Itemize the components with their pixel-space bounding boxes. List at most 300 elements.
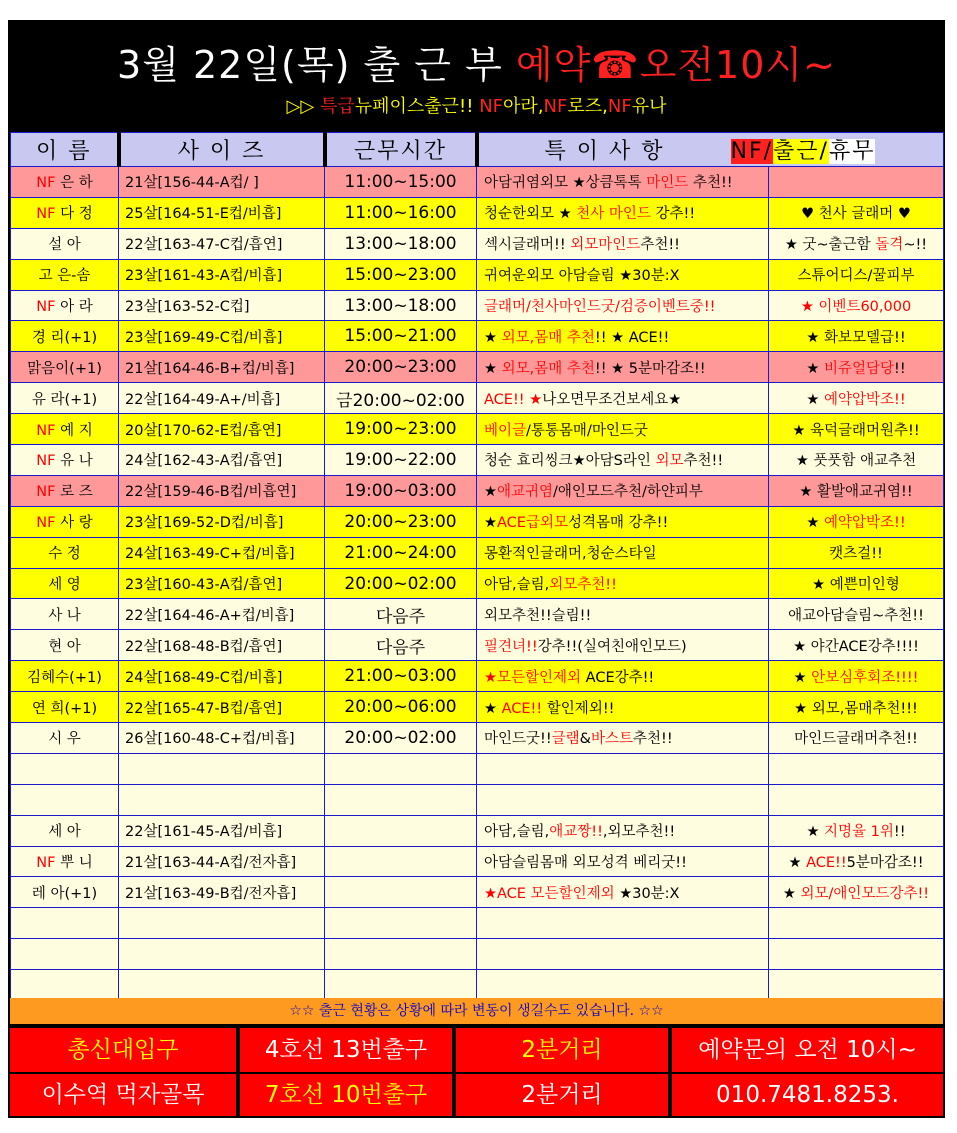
status-off-label: 휴무 — [828, 139, 876, 164]
note-cell — [477, 846, 769, 877]
work-time-cell: 19:00~22:00 — [325, 445, 477, 476]
table-row — [11, 445, 944, 476]
table-row — [11, 228, 944, 259]
staff-name-cell — [11, 537, 119, 568]
staff-size-cell: 23살[160-43-A컵/흡연] — [119, 568, 325, 599]
note-cell — [477, 228, 769, 259]
status-cell — [769, 568, 944, 599]
footer-exit-2: 7호선 10번출구 — [240, 1074, 452, 1116]
nf-tag: NF — [36, 515, 56, 532]
table-row — [11, 908, 944, 939]
staff-size-cell: 21살[156-44-A컵/ ] — [119, 167, 325, 198]
staff-name-cell — [11, 723, 119, 754]
footer-location-2: 이수역 먹자골목 — [10, 1074, 236, 1116]
status-highlight: 돌격 — [875, 237, 904, 254]
status-text: ★ — [806, 515, 824, 532]
status-cell — [769, 197, 944, 228]
status-cell — [769, 692, 944, 723]
staff-name-cell — [11, 167, 119, 198]
status-text: ★ 풋풋함 애교추천 — [795, 453, 917, 470]
note-highlight: 글래머/천사마인드굿/검증이벤트중!! — [484, 299, 716, 315]
table-row — [11, 321, 944, 352]
nf-tag: NF — [36, 453, 56, 470]
note-cell — [477, 692, 769, 723]
note-cell — [477, 815, 769, 846]
staff-size-cell — [119, 908, 325, 939]
table-row — [11, 692, 944, 723]
staff-name: 다 정 — [60, 206, 93, 223]
note-text: 아담,슬림, — [484, 824, 550, 841]
status-text: 애교아담슬림~추천!! — [788, 607, 924, 624]
note-highlight: ★ACE 모든할인제외 — [484, 885, 615, 902]
staff-size-cell: 23살[161-43-A컵/비흡] — [119, 259, 325, 290]
note-highlight: 베이글 — [484, 422, 527, 439]
work-time-cell — [325, 939, 477, 970]
col-note-label: 특 이 사 항 — [544, 139, 665, 164]
note-cell — [477, 475, 769, 506]
status-text: ★ — [793, 669, 812, 686]
staff-size-cell: 22살[165-47-B컵/흡연] — [119, 692, 325, 723]
note-highlight: 외모,몸매 추천 — [501, 329, 595, 346]
table-body — [11, 167, 944, 1001]
subtitle-name: 로즈, — [567, 96, 608, 117]
title-date: 3월 22일(목) 출 근 부 — [117, 43, 503, 87]
staff-name-cell — [11, 321, 119, 352]
footer-reservation-hours: 예약문의 오전 10시~ — [672, 1028, 943, 1072]
status-cell — [769, 908, 944, 939]
status-highlight: 외모/애인모드강추!! — [800, 885, 930, 902]
status-text: ★ 예쁜미인형 — [812, 577, 900, 594]
staff-name-cell — [11, 568, 119, 599]
note-text: 섹시글래머!! — [484, 237, 571, 254]
table-row — [11, 939, 944, 970]
subtitle-nf-tag: NF — [479, 96, 504, 117]
table-row — [11, 630, 944, 661]
col-size-header: 사 이 즈 — [119, 133, 325, 167]
status-cell — [769, 599, 944, 630]
staff-name: 세 영 — [48, 577, 81, 594]
footer-distance-2: 2분거리 — [456, 1074, 668, 1116]
note-text: & — [579, 731, 591, 748]
note-text: 귀여운외모 아담슬림 ★30분:X — [484, 268, 680, 285]
staff-size-cell: 21살[163-44-A컵/전자흡] — [119, 846, 325, 877]
table-row — [11, 506, 944, 537]
staff-size-cell: 22살[164-46-A+컵/비흡] — [119, 599, 325, 630]
staff-name-cell — [11, 908, 119, 939]
staff-name-cell — [11, 506, 119, 537]
status-nf-label: NF/ — [730, 139, 774, 164]
status-text: ★ 외모,몸매추천!!! — [794, 700, 918, 717]
col-time-header: 근무시간 — [325, 133, 477, 167]
work-time-cell: 13:00~18:00 — [325, 228, 477, 259]
status-highlight: ACE!! — [806, 855, 847, 872]
note-text: ★ — [484, 700, 502, 717]
note-text: ,외모추천!! — [602, 824, 676, 841]
staff-size-cell — [119, 753, 325, 784]
staff-name-cell — [11, 259, 119, 290]
status-cell — [769, 383, 944, 414]
note-highlight: ACE급외모 — [497, 515, 568, 532]
status-cell — [769, 970, 944, 1001]
status-cell — [769, 321, 944, 352]
note-text: 아담슬림몸매 외모성격 베리굿!! — [484, 855, 687, 872]
staff-name: 경 리(+1) — [31, 329, 98, 346]
table-header-row — [11, 133, 944, 167]
table-row — [11, 259, 944, 290]
table-row — [11, 537, 944, 568]
staff-name: 김혜수(+1) — [27, 669, 102, 686]
staff-name: 사 랑 — [60, 515, 93, 532]
work-time-cell — [325, 784, 477, 815]
status-text: ★ — [788, 855, 807, 872]
table-row — [11, 290, 944, 321]
note-cell — [477, 259, 769, 290]
table-row — [11, 753, 944, 784]
note-cell — [477, 352, 769, 383]
board-header — [8, 20, 945, 130]
notice-bar: ☆☆ 출근 현황은 상황에 따라 변동이 생길수도 있습니다. ☆☆ — [10, 998, 943, 1024]
work-time-cell: 11:00~15:00 — [325, 167, 477, 198]
staff-size-cell — [119, 939, 325, 970]
subtitle-name: 유나 — [631, 96, 667, 117]
note-cell — [477, 506, 769, 537]
status-highlight: 예약압박조!! — [823, 515, 906, 532]
staff-size-cell: 23살[169-49-C컵/비흡] — [119, 321, 325, 352]
nf-tag: NF — [36, 855, 56, 872]
note-text: ★ — [484, 360, 502, 377]
status-highlight: 지명율 1위 — [824, 824, 894, 841]
staff-name-cell — [11, 846, 119, 877]
status-highlight: 안보심후회조!!!! — [811, 669, 919, 686]
status-cell — [769, 753, 944, 784]
staff-name-cell — [11, 197, 119, 228]
note-highlight: 천사 마인드 — [576, 206, 651, 223]
note-cell — [477, 383, 769, 414]
staff-name: 예 지 — [60, 422, 93, 439]
note-text: 강추!! — [650, 206, 696, 223]
work-time-cell — [325, 815, 477, 846]
work-time-cell: 15:00~21:00 — [325, 321, 477, 352]
status-text: ♥ 천사 글래머 ♥ — [801, 206, 911, 223]
note-highlight: 바스트 — [590, 731, 634, 748]
status-text: 마인드글래머추천!! — [794, 731, 918, 748]
status-cell — [769, 630, 944, 661]
work-time-cell: 19:00~23:00 — [325, 414, 477, 445]
footer-location-1: 총신대입구 — [10, 1028, 236, 1072]
staff-name-cell — [11, 753, 119, 784]
note-highlight: 마인드 — [646, 175, 689, 192]
status-text: !! — [893, 824, 906, 841]
staff-name: 로 즈 — [60, 484, 93, 501]
staff-size-cell: 22살[168-48-B컵/흡연] — [119, 630, 325, 661]
status-cell — [769, 167, 944, 198]
work-time-cell: 다음주 — [325, 599, 477, 630]
staff-name: 뿌 니 — [60, 855, 93, 872]
footer-info — [10, 1028, 943, 1116]
work-time-cell — [325, 908, 477, 939]
staff-name-cell — [11, 939, 119, 970]
staff-name: 사 나 — [48, 607, 81, 624]
work-time-cell: 금20:00~02:00 — [325, 383, 477, 414]
table-row — [11, 846, 944, 877]
note-cell — [477, 537, 769, 568]
note-cell — [477, 445, 769, 476]
status-cell — [769, 784, 944, 815]
staff-size-cell: 22살[159-46-B컵/비흡연] — [119, 475, 325, 506]
table-row — [11, 383, 944, 414]
work-time-cell — [325, 877, 477, 908]
note-text: 추천!! — [633, 731, 673, 748]
table-row — [11, 352, 944, 383]
staff-name: 은 하 — [60, 175, 93, 192]
status-text: ★ 화보모델급!! — [806, 329, 906, 346]
staff-name-cell — [11, 692, 119, 723]
note-highlight: 글램 — [551, 731, 580, 748]
status-text: ★ — [782, 885, 801, 902]
staff-name-cell — [11, 445, 119, 476]
note-cell — [477, 723, 769, 754]
note-cell — [477, 784, 769, 815]
nf-tag: NF — [36, 422, 56, 439]
staff-name-cell — [11, 630, 119, 661]
status-text: ★ — [806, 391, 824, 408]
page-title — [8, 34, 945, 89]
table-row — [11, 970, 944, 1001]
status-text: ★ 육덕글래머원추!! — [792, 422, 920, 439]
staff-size-cell: 22살[164-49-A+/비흡] — [119, 383, 325, 414]
note-cell — [477, 970, 769, 1001]
note-cell — [477, 877, 769, 908]
status-cell — [769, 723, 944, 754]
staff-name-cell — [11, 290, 119, 321]
table-row — [11, 568, 944, 599]
status-cell — [769, 506, 944, 537]
staff-size-cell: 24살[168-49-C컵/비흡] — [119, 661, 325, 692]
schedule-board — [8, 20, 945, 1118]
staff-size-cell: 25살[164-51-E컵/비흡] — [119, 197, 325, 228]
staff-size-cell: 22살[161-45-A컵/비흡] — [119, 815, 325, 846]
table-row — [11, 877, 944, 908]
note-highlight: 외모추천!! — [549, 577, 617, 594]
staff-size-cell: 23살[169-52-D컵/비흡] — [119, 506, 325, 537]
note-highlight: 외모 — [655, 453, 684, 470]
col-name-header: 이 름 — [11, 133, 119, 167]
note-text: 나오면무조건보세요★ — [542, 391, 682, 408]
subtitle-nf-tag: NF — [543, 96, 568, 117]
subtitle-special: 특급 — [319, 96, 355, 117]
staff-name-cell — [11, 815, 119, 846]
status-go-label: 출근/ — [773, 139, 829, 164]
work-time-cell — [325, 753, 477, 784]
status-cell — [769, 259, 944, 290]
staff-name: 시 우 — [48, 731, 81, 748]
staff-name-cell — [11, 877, 119, 908]
work-time-cell: 19:00~03:00 — [325, 475, 477, 506]
note-highlight: 애교귀염 — [497, 484, 554, 501]
staff-size-cell: 23살[163-52-C컵] — [119, 290, 325, 321]
staff-size-cell: 21살[163-49-B컵/전자흡] — [119, 877, 325, 908]
status-cell — [769, 877, 944, 908]
note-text: 추천!! — [640, 237, 680, 254]
note-text: 성격몸매 강추!! — [567, 515, 669, 532]
table-row — [11, 414, 944, 445]
staff-size-cell: 22살[163-47-C컵/흡연] — [119, 228, 325, 259]
staff-name: 맑음이(+1) — [27, 360, 102, 377]
note-text: 아담귀염외모 ★상큼톡톡 — [484, 175, 647, 192]
subtitle — [8, 92, 945, 118]
note-cell — [477, 197, 769, 228]
work-time-cell: 20:00~23:00 — [325, 352, 477, 383]
status-text: ★ 야간ACE강추!!!! — [793, 638, 919, 655]
note-text: 청순 효리씽크★아담S라인 — [484, 453, 656, 470]
note-text: !! ★ 5분마감조!! — [594, 360, 706, 377]
status-cell — [769, 537, 944, 568]
work-time-cell: 21:00~03:00 — [325, 661, 477, 692]
status-cell — [769, 475, 944, 506]
note-text: /애인모드추천/하얀피부 — [553, 484, 703, 501]
note-highlight: ACE!! ★ — [484, 391, 543, 408]
staff-size-cell: 24살[162-43-A컵/흡연] — [119, 445, 325, 476]
work-time-cell: 다음주 — [325, 630, 477, 661]
status-text: 캣츠걸!! — [829, 546, 883, 563]
note-cell — [477, 321, 769, 352]
note-text: 아담,슬림, — [484, 577, 550, 594]
nf-tag: NF — [36, 206, 56, 223]
work-time-cell: 20:00~02:00 — [325, 568, 477, 599]
note-text: ACE강추!! — [581, 669, 655, 686]
status-cell — [769, 939, 944, 970]
status-highlight: 비쥬얼담당 — [823, 360, 894, 377]
note-cell — [477, 568, 769, 599]
note-cell — [477, 630, 769, 661]
note-cell — [477, 167, 769, 198]
staff-name-cell — [11, 599, 119, 630]
note-text: ★ — [484, 515, 497, 532]
note-cell — [477, 414, 769, 445]
staff-name: 고 은-솜 — [38, 268, 91, 285]
staff-name: 현 아 — [48, 638, 81, 655]
status-cell — [769, 352, 944, 383]
table-row — [11, 167, 944, 198]
note-highlight: 외모,몸매 추천 — [501, 360, 595, 377]
status-cell — [769, 228, 944, 259]
status-text: ★ — [806, 360, 824, 377]
staff-name-cell — [11, 383, 119, 414]
status-text: 5분마감조!! — [846, 855, 924, 872]
note-text: 마인드굿!! — [484, 731, 552, 748]
staff-size-cell: 26살[160-48-C+컵/비흡] — [119, 723, 325, 754]
status-text: !! — [894, 360, 906, 377]
table-row — [11, 723, 944, 754]
work-time-cell: 20:00~23:00 — [325, 506, 477, 537]
col-note-header — [477, 133, 944, 167]
note-cell — [477, 290, 769, 321]
staff-name: 연 희(+1) — [31, 700, 98, 717]
note-text: 추천!! — [688, 175, 733, 192]
status-text: ★ — [806, 824, 825, 841]
note-cell — [477, 599, 769, 630]
table-row — [11, 475, 944, 506]
status-cell — [769, 290, 944, 321]
work-time-cell: 13:00~18:00 — [325, 290, 477, 321]
staff-name-cell — [11, 352, 119, 383]
table-row — [11, 784, 944, 815]
note-text: 몽환적인글래머,청순스타일 — [484, 546, 657, 563]
staff-name-cell — [11, 661, 119, 692]
staff-size-cell — [119, 784, 325, 815]
note-highlight: ★모든할인제외 — [484, 669, 582, 686]
work-time-cell: 21:00~24:00 — [325, 537, 477, 568]
work-time-cell: 15:00~23:00 — [325, 259, 477, 290]
note-text: ★ — [484, 484, 497, 501]
staff-name: 설 아 — [48, 237, 81, 254]
status-text: ★ 굿~출근함 — [784, 237, 876, 254]
footer-distance-1: 2분거리 — [456, 1028, 668, 1072]
status-text: ★ 활발애교귀염!! — [799, 484, 913, 501]
staff-name: 아 라 — [60, 299, 93, 315]
table-row — [11, 599, 944, 630]
note-cell — [477, 753, 769, 784]
note-highlight: 필견녀!! — [484, 638, 538, 655]
work-time-cell — [325, 970, 477, 1001]
note-highlight: 외모마인드 — [570, 237, 641, 254]
status-highlight: 예약압박조!! — [823, 391, 906, 408]
staff-size-cell: 21살[164-46-B+컵/비흡] — [119, 352, 325, 383]
staff-name: 수 정 — [48, 546, 81, 563]
nf-tag: NF — [36, 299, 56, 315]
table-row — [11, 815, 944, 846]
status-cell — [769, 846, 944, 877]
status-cell — [769, 815, 944, 846]
staff-name-cell — [11, 228, 119, 259]
note-highlight: ACE!! — [501, 700, 543, 717]
note-cell — [477, 908, 769, 939]
work-time-cell: 20:00~02:00 — [325, 723, 477, 754]
note-cell — [477, 661, 769, 692]
staff-name: 유 나 — [60, 453, 93, 470]
staff-name: 세 아 — [48, 824, 81, 841]
work-time-cell: 11:00~16:00 — [325, 197, 477, 228]
subtitle-text: 뉴페이스출근!! — [354, 96, 474, 117]
table-row — [11, 197, 944, 228]
staff-name-cell — [11, 970, 119, 1001]
note-highlight: 애교짱!! — [549, 824, 603, 841]
status-text: ~!! — [903, 237, 928, 254]
note-text: 청순한외모 ★ — [484, 206, 577, 223]
title-reservation: 예약☎오전10시~ — [515, 43, 836, 87]
work-time-cell — [325, 846, 477, 877]
note-text: ★30분:X — [614, 885, 680, 902]
nf-tag: NF — [36, 175, 56, 192]
note-text: 할인제외!! — [542, 700, 615, 717]
staff-name-cell — [11, 784, 119, 815]
staff-name-cell — [11, 475, 119, 506]
staff-size-cell: 20살[170-62-E컵/흡연] — [119, 414, 325, 445]
status-highlight: ★ 이벤트60,000 — [800, 299, 912, 315]
staff-name: 유 라(+1) — [31, 391, 98, 408]
subtitle-nf-tag: NF — [607, 96, 632, 117]
nf-tag: NF — [36, 484, 56, 501]
note-cell — [477, 939, 769, 970]
schedule-table — [10, 132, 944, 1001]
status-cell — [769, 661, 944, 692]
note-text: 외모추천!!슬림!! — [484, 607, 592, 624]
footer-phone: 010.7481.8253. — [672, 1074, 943, 1116]
note-text: /통통몸매/마인드굿 — [526, 422, 648, 439]
note-text: 추천!! — [683, 453, 724, 470]
staff-name: 레 아(+1) — [31, 885, 98, 902]
note-text: !! ★ ACE!! — [594, 329, 670, 346]
